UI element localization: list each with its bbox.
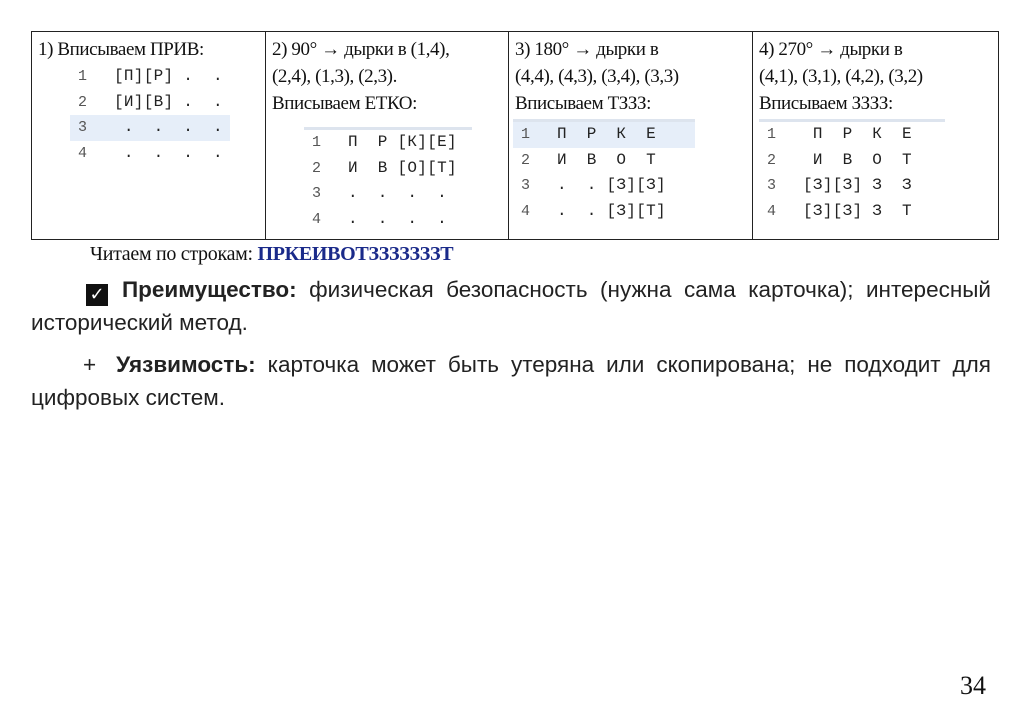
- grid-row-content: И В О Т: [803, 150, 912, 169]
- step-3-title: 3) 180° → дырки в (4,4), (4,3), (3,4), (3,3) Вписываем ТЗЗЗ:: [515, 39, 679, 114]
- reading-label: Читаем по строкам:: [90, 243, 258, 265]
- line-number: 3: [767, 177, 777, 194]
- step-1-title: 1) Вписываем ПРИВ:: [38, 39, 204, 60]
- grid-row: [70, 115, 230, 141]
- grid-row: [304, 207, 472, 233]
- advantage-lead: Преимущество:: [122, 277, 297, 302]
- grid-row-content: . . [З][З]: [557, 176, 666, 194]
- line-number: 3: [521, 177, 531, 194]
- grid-row-content: [П][Р] . .: [114, 67, 223, 85]
- checkbox-icon: ✓: [86, 284, 108, 306]
- line-number: 2: [767, 151, 777, 169]
- line-number: 2: [521, 151, 531, 169]
- grid-row: [513, 122, 695, 148]
- grid-row: [70, 90, 230, 116]
- grid-row: [304, 181, 472, 207]
- steps-table: [31, 31, 999, 240]
- grid-row-content: [И][В] . .: [114, 92, 223, 111]
- grid-row: [759, 173, 945, 199]
- grid-row-content: П Р К Е: [803, 125, 912, 143]
- grid-row-content: П Р [К][Е]: [348, 133, 457, 151]
- grid-row-content: . . [З][Т]: [557, 201, 666, 220]
- line-number: 4: [521, 202, 531, 220]
- step-3-grid: [513, 119, 695, 238]
- grid-row-content: П Р К Е: [557, 125, 657, 143]
- line-number: 4: [78, 144, 88, 162]
- line-number: 4: [767, 202, 777, 220]
- grid-row-content: . . . .: [348, 184, 448, 202]
- step-1-grid: [70, 64, 230, 183]
- line-number: 1: [521, 126, 531, 143]
- line-number: 3: [312, 185, 322, 202]
- line-number: 3: [78, 119, 88, 136]
- step-3-cell: [509, 32, 753, 240]
- step-2-title: 2) 90° → дырки в (1,4), (2,4), (1,3), (2,3). Вписываем ЕТКО:: [272, 39, 450, 114]
- line-number: 1: [78, 68, 88, 85]
- advantage-text: физическая безопасность (нужна сама карточка); интересный исторический метод.: [31, 277, 991, 335]
- line-number: 2: [78, 93, 88, 111]
- line-number: 4: [312, 210, 322, 228]
- grid-row-content: И В О Т: [557, 150, 657, 169]
- grid-row: [513, 173, 695, 199]
- grid-row: [759, 199, 945, 225]
- line-number: 1: [767, 126, 777, 143]
- step-2-grid: [304, 127, 472, 238]
- reading-result: ПРКЕИВОТЗЗЗЗЗЗЗТ: [257, 243, 454, 265]
- grid-row: [70, 64, 230, 90]
- step-4-title: 4) 270° → дырки в (4,1), (3,1), (4,2), (3,2) Вписываем ЗЗЗЗ:: [759, 39, 923, 114]
- step-1-cell: [32, 32, 266, 240]
- step-4-grid: [759, 119, 945, 238]
- vulnerability-text: карточка может быть утеряна или скопирована; не подходит для цифровых систем.: [31, 352, 991, 410]
- grid-row-content: [З][З] З З: [803, 176, 912, 194]
- reading-line: [90, 243, 453, 266]
- grid-row: [513, 199, 695, 225]
- grid-row-content: . . . .: [114, 143, 223, 162]
- page-number: 34: [960, 671, 986, 700]
- step-2-cell: [266, 32, 509, 240]
- vulnerability-lead: Уязвимость:: [116, 352, 256, 377]
- line-number: 1: [312, 134, 322, 151]
- grid-row-content: . . . .: [348, 209, 448, 228]
- vulnerability-paragraph: [31, 348, 991, 414]
- grid-row-content: И В [О][Т]: [348, 158, 457, 177]
- grid-row: [70, 141, 230, 167]
- grid-row: [304, 156, 472, 182]
- plus-marker: +: [83, 352, 97, 377]
- step-4-cell: [753, 32, 999, 240]
- grid-row: [304, 130, 472, 156]
- line-number: 2: [312, 159, 322, 177]
- grid-row: [513, 148, 695, 174]
- grid-row: [759, 122, 945, 148]
- advantage-paragraph: [31, 273, 991, 339]
- grid-row-content: [З][З] З Т: [803, 201, 912, 220]
- grid-row-content: . . . .: [114, 118, 223, 136]
- grid-row: [759, 148, 945, 174]
